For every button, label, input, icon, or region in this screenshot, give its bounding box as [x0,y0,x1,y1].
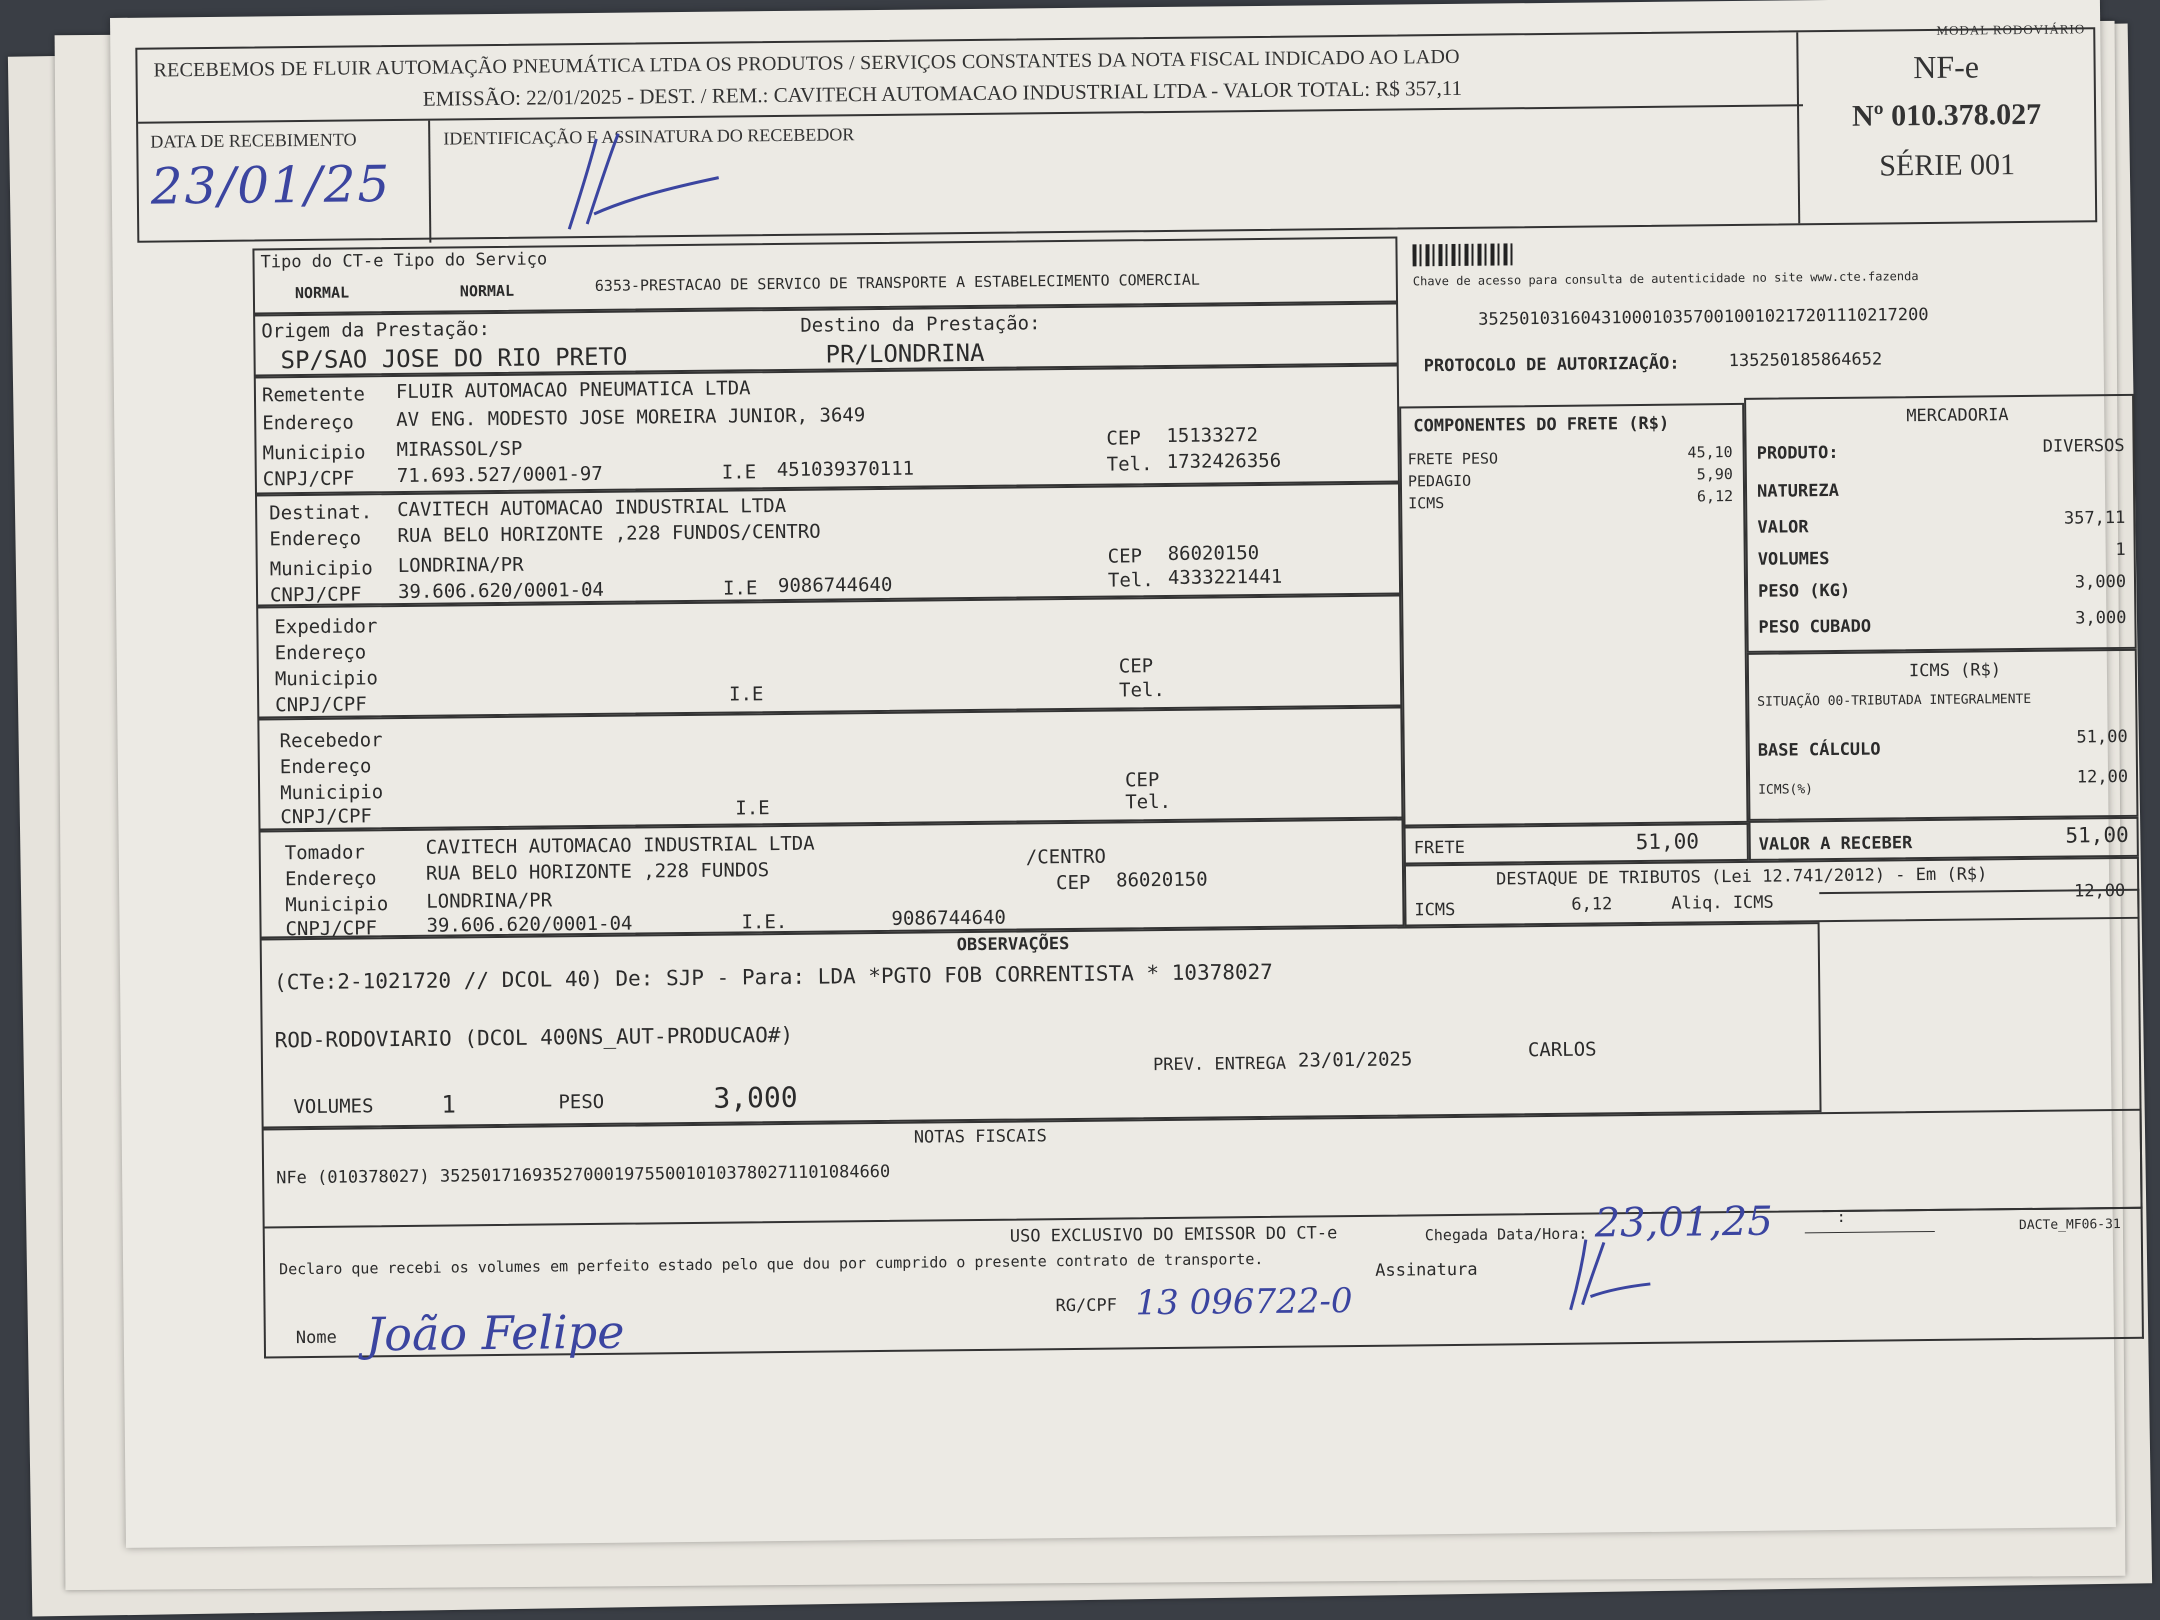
tipo-box [252,237,1398,315]
ie-label: I.E. [741,910,788,934]
valor: 357,11 [2063,507,2126,529]
comp-nome: PEDAGIO [1407,471,1472,491]
comp-nome: ICMS [1408,494,1445,513]
remetente-box [254,365,1400,495]
cep-label: CEP [1107,545,1143,568]
remetente-municipio: MIRASSOL/SP [396,437,523,462]
tomador-nome: CAVITECH AUTOMACAO INDUSTRIAL LTDA [425,832,815,859]
componentes-title: COMPONENTES DO FRETE (R$) [1413,413,1670,437]
nome-label-visible: Nome [295,1327,337,1349]
nome-valor: João Felipe [365,1304,625,1362]
volumes: 1 [2115,539,2126,561]
valor-receber: 51,00 [2065,822,2129,848]
cep-label: CEP [1055,871,1091,895]
notas-box [262,1109,2143,1229]
nfe-box [1796,29,2095,223]
expedidor-box [256,595,1402,719]
tomador-endereco: RUA BELO HORIZONTE ,228 FUNDOS [425,859,770,885]
receipt-signature-label: IDENTIFICAÇÃO E ASSINATURA DO RECEBEDOR [443,124,855,149]
protocolo-label: PROTOCOLO DE AUTORIZAÇÃO: [1423,353,1680,377]
cfop: 6353-PRESTACAO DE SERVICO DE TRANSPORTE A ESTABELECIMENTO COMERCIAL [594,270,1200,295]
dacte-form [252,229,2145,1459]
remetente-label: Remetente [261,383,366,407]
tributos-aliq-valor: 12,00 [2073,880,2126,902]
municipio-label: Municipio [280,781,384,805]
tomador-ie: 9086744640 [891,906,1006,930]
destino: PR/LONDRINA [825,338,985,369]
destinatario-cep: 86020150 [1167,541,1260,565]
base: 51,00 [2076,726,2128,748]
tomador-cnpj: 39.606.620/0001-04 [426,912,633,937]
tributos-icms-label: ICMS [1414,899,1456,921]
aliq-label: ICMS(%) [1758,782,1814,798]
uso-declaro: Declaro que recebi os volumes em perfeito estado pelo que dou por cumprido o presente contrato de transporte. [279,1249,1264,1279]
emissor-signature [1550,1234,1661,1315]
produto: DIVERSOS [2042,435,2125,457]
origem-label: Origem da Prestação: [261,318,491,343]
prev-entrega-data: 23/01/2025 [1297,1048,1413,1072]
uso-title: USO EXCLUSIVO DO EMISSOR DO CT-e [1009,1223,1338,1247]
observacoes-box [260,922,1822,1128]
remetente-tel: 1732426356 [1166,449,1282,473]
nfe-number: Nº 010.378.027 [1851,97,2042,133]
tomador-municipio: LONDRINA/PR [426,889,553,913]
chegada-valor: 23,01,25 [1594,1198,1774,1247]
nfe-series: SÉRIE 001 [1879,148,2016,183]
destinat-label: Destinat. [269,501,373,525]
dacte-code: DACTe_MF06-31 [2018,1217,2121,1234]
endereco-label: Endereço [274,641,367,665]
receipt-date-handwritten: 23/01/25 [150,155,392,216]
obs-volumes: 1 [441,1090,456,1119]
base-label: BASE CÁLCULO [1757,739,1881,761]
cep-label: CEP [1124,769,1160,792]
comp-valor: 45,10 [1687,443,1733,462]
mercadoria-box [1744,394,2137,653]
icms-box [1747,649,2139,821]
endereco-label: Endereço [279,755,372,779]
barcode [1412,243,1512,266]
document-sheet [110,0,2129,1548]
endereco-label: Endereço [269,527,362,551]
destinatario-tel: 4333221441 [1167,565,1283,589]
cnpj-label: CNPJ/CPF [280,805,373,829]
valor-receber-box [1748,817,2138,861]
hora-line [1805,1211,1935,1233]
peso-cubado: 3,000 [2075,607,2127,629]
peso-label: PESO (KG) [1757,580,1851,602]
obs-volumes-label: VOLUMES [293,1095,374,1119]
tributos-icms-valor: 6,12 [1571,894,1613,915]
valor-label: VALOR [1757,517,1809,538]
chegada-label: Chegada Data/Hora: [1424,1224,1588,1245]
tomador-label: Tomador [284,841,365,865]
assinatura-label: Assinatura [1375,1259,1478,1281]
observacoes-linha1: (CTe:2-1021720 // DCOL 40) De: SJP - Para: LDA *PGTO FOB CORRENTISTA * 10378027 [273,959,1273,995]
municipio-label: Municipio [262,441,366,465]
endereco-label: Endereço [284,867,377,891]
endereco-label: Endereço [262,411,354,435]
destinatario-endereco: RUA BELO HORIZONTE ,228 FUNDOS/CENTRO [397,520,821,548]
municipio-label: Municipio [274,667,378,691]
ie-label: I.E [722,577,758,600]
aliq: 12,00 [2076,766,2129,788]
cnpj-label: CNPJ/CPF [262,467,355,491]
observacoes-title: OBSERVAÇÕES [956,934,1070,956]
destino-label: Destino da Prestação: [800,312,1041,337]
comp-valor: 6,12 [1696,487,1734,506]
receipt-emission: EMISSÃO: 22/01/2025 - DEST. / REM.: CAVITECH AUTOMACAO INDUSTRIAL LTDA - VALOR TOTAL: R$ 357,11 [422,75,1463,111]
destinatario-nome: CAVITECH AUTOMACAO INDUSTRIAL LTDA [397,494,787,522]
cnpj-label: CNPJ/CPF [269,583,362,607]
natureza-label: NATUREZA [1756,480,1840,502]
hora-sep: : [1836,1207,1846,1226]
chave-label: Chave de acesso para consulta de autenticidade no site www.cte.fazenda [1412,269,1919,289]
comp-nome: FRETE PESO [1407,449,1499,469]
tributos-aliq-label: Aliq. ICMS [1671,892,1774,914]
nfe-title: NF-e [1913,48,1980,86]
uso-box [263,1198,2144,1362]
cep-label: CEP [1118,655,1154,678]
peso-cubado-label: PESO CUBADO [1758,616,1872,638]
tel-label: Tel. [1107,569,1154,592]
volumes-label: VOLUMES [1757,549,1830,570]
tipo-cte: NORMAL [294,283,350,303]
recebedor-label: Recebedor [279,729,383,753]
obs-peso-label: PESO [558,1090,605,1114]
rg-label: RG/CPF [1055,1295,1118,1317]
tipo-servico: NORMAL [459,281,515,301]
prev-entrega-label: PREV. ENTREGA [1152,1053,1287,1076]
frete-valor: 51,00 [1635,829,1700,855]
remetente-cnpj: 71.693.527/0001-97 [396,462,603,488]
peso: 3,000 [2074,571,2127,593]
componentes-box [1399,403,1748,827]
destinatario-ie: 9086744640 [777,573,893,598]
ie-label: I.E [721,461,757,484]
produto-label: PRODUTO: [1756,442,1839,464]
tomador-cep: 86020150 [1115,868,1208,892]
rg-valor: 13 096722-0 [1135,1281,1353,1324]
ie-label: I.E [735,797,770,820]
valor-receber-label: VALOR A RECEBER [1758,833,1913,855]
modal-label: MODAL RODOVIÁRIO [1936,21,2086,38]
notas-title: NOTAS FISCAIS [913,1126,1047,1148]
protocolo: 135250185864652 [1728,349,1883,372]
tributos-title: DESTAQUE DE TRIBUTOS (Lei 12.741/2012) - Em (R$) [1495,864,1988,890]
tel-label: Tel. [1118,678,1165,702]
tomador-complemento: /CENTRO [1025,845,1107,869]
obs-peso: 3,000 [713,1080,798,1115]
operador: CARLOS [1527,1038,1597,1062]
remetente-endereco: AV ENG. MODESTO JOSE MOREIRA JUNIOR, 3649 [396,404,866,432]
cnpj-label: CNPJ/CPF [275,693,367,717]
receiver-signature [538,128,729,240]
tel-label: Tel. [1106,453,1153,476]
chave-acesso: 35250103160431000103570010010217201110217200 [1478,304,1929,330]
receipt-stub [135,21,2097,243]
destinatario-municipio: LONDRINA/PR [397,553,524,578]
expedidor-label: Expedidor [274,615,378,639]
frete-label: FRETE [1413,837,1466,859]
tomador-box [259,818,1405,941]
destinatario-cnpj: 39.606.620/0001-04 [397,578,605,604]
cep-label: CEP [1106,427,1141,450]
receipt-date-label: DATA DE RECEBIMENTO [150,129,357,152]
receipt-statement: RECEBEMOS DE FLUIR AUTOMAÇÃO PNEUMÁTICA LTDA OS PRODUTOS / SERVIÇOS CONSTANTES DA NOTA FISCAL INDICADO AO LADO [153,45,1460,82]
comp-valor: 5,90 [1696,465,1733,484]
origem: SP/SAO JOSE DO RIO PRETO [280,342,628,375]
notas-nfe: NFe (010378027) 35250171693527000197550010103780271101084660 [276,1161,891,1189]
ie-label: I.E [729,683,764,706]
remetente-ie: 451039370111 [776,457,915,482]
frete-total-box [1404,823,1749,865]
municipio-label: Municipio [269,557,373,581]
destinatario-box [255,483,1401,607]
receipt-date-cell [138,121,431,246]
recebedor-box [257,707,1403,831]
tipo-header: Tipo do CT-e Tipo do Serviço [260,249,548,273]
receipt-row [138,104,1804,245]
tel-label: Tel. [1125,790,1172,814]
icms-title: ICMS (R$) [1908,660,2002,682]
mercadoria-title: MERCADORIA [1906,405,2009,427]
icms-situacao: SITUAÇÃO 00-TRIBUTADA INTEGRALMENTE [1757,691,2032,710]
remetente-cep: 15133272 [1166,424,1259,447]
observacoes-linha2: ROD-RODOVIARIO (DCOL 400NS_AUT-PRODUCAO#) [274,1022,794,1053]
cnpj-label: CNPJ/CPF [285,917,378,941]
municipio-label: Municipio [285,893,389,917]
remetente-nome: FLUIR AUTOMACAO PNEUMATICA LTDA [395,377,751,404]
